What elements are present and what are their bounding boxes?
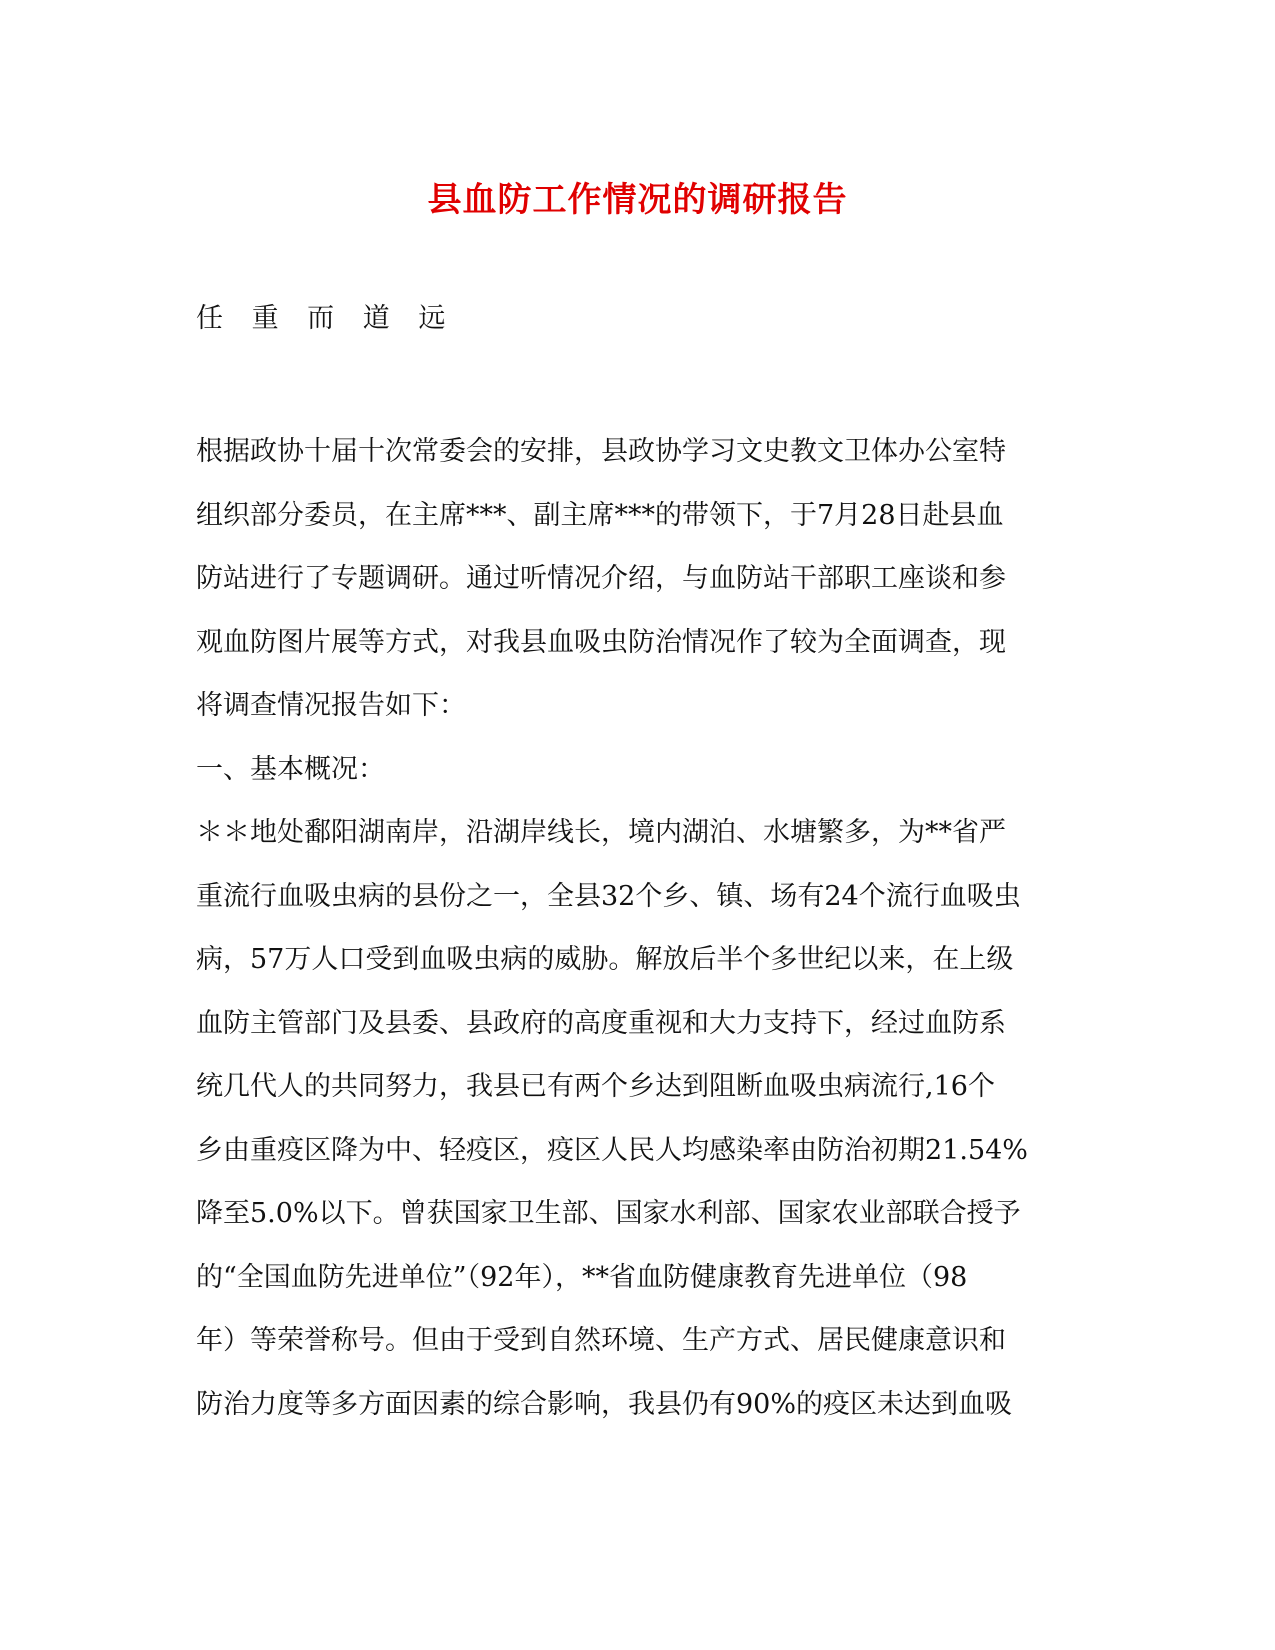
text-line: 防治力度等多方面因素的综合影响，我县仍有90%的疫区未达到血吸 <box>196 1388 1013 1420</box>
text-line: 观血防图片展等方式，对我县血吸虫防治情况作了较为全面调查，现 <box>196 626 1006 658</box>
text-line: 重流行血吸虫病的县份之一，全县32个乡、镇、场有24个流行血吸虫 <box>196 880 1021 912</box>
author-line: 任 重 而 道 远 <box>196 303 456 334</box>
text-line: 防站进行了专题调研。通过听情况介绍，与血防站干部职工座谈和参 <box>196 563 1006 594</box>
text-line: 组织部分委员，在主席***、副主席***的带领下，于7月28日赴县血 <box>196 499 1004 531</box>
text-line: 将调查情况报告如下： <box>196 690 466 721</box>
text-line: 的“全国血防先进单位”（92年），**省血防健康教育先进单位（98 <box>196 1261 968 1293</box>
text-line: 降至5.0%以下。曾获国家卫生部、国家水利部、国家农业部联合授予 <box>196 1198 1021 1229</box>
text-line: 病，57万人口受到血吸虫病的威胁。解放后半个多世纪以来，在上级 <box>196 944 1014 975</box>
text-line: 根据政协十届十次常委会的安排，县政协学习文史教文卫体办公室特 <box>196 436 1006 467</box>
text-line: 血防主管部门及县委、县政府的高度重视和大力支持下，经过血防系 <box>196 1007 1006 1039</box>
text-line: 年）等荣誉称号。但由于受到自然环境、生产方式、居民健康意识和 <box>196 1325 1006 1356</box>
body-text <box>196 420 1076 1436</box>
text-line: 统几代人的共同努力，我县已有两个乡达到阻断血吸虫病流行,16个 <box>196 1071 995 1102</box>
text-line: ＊＊地处鄱阳湖南岸，沿湖岸线长，境内湖泊、水塘繁多，为**省严 <box>196 817 1006 848</box>
text-line: 乡由重疫区降为中、轻疫区，疫区人民人均感染率由防治初期21.54% <box>196 1134 1028 1166</box>
document-title: 县血防工作情况的调研报告 <box>427 180 848 220</box>
section-heading: 一、基本概况： <box>196 753 385 785</box>
